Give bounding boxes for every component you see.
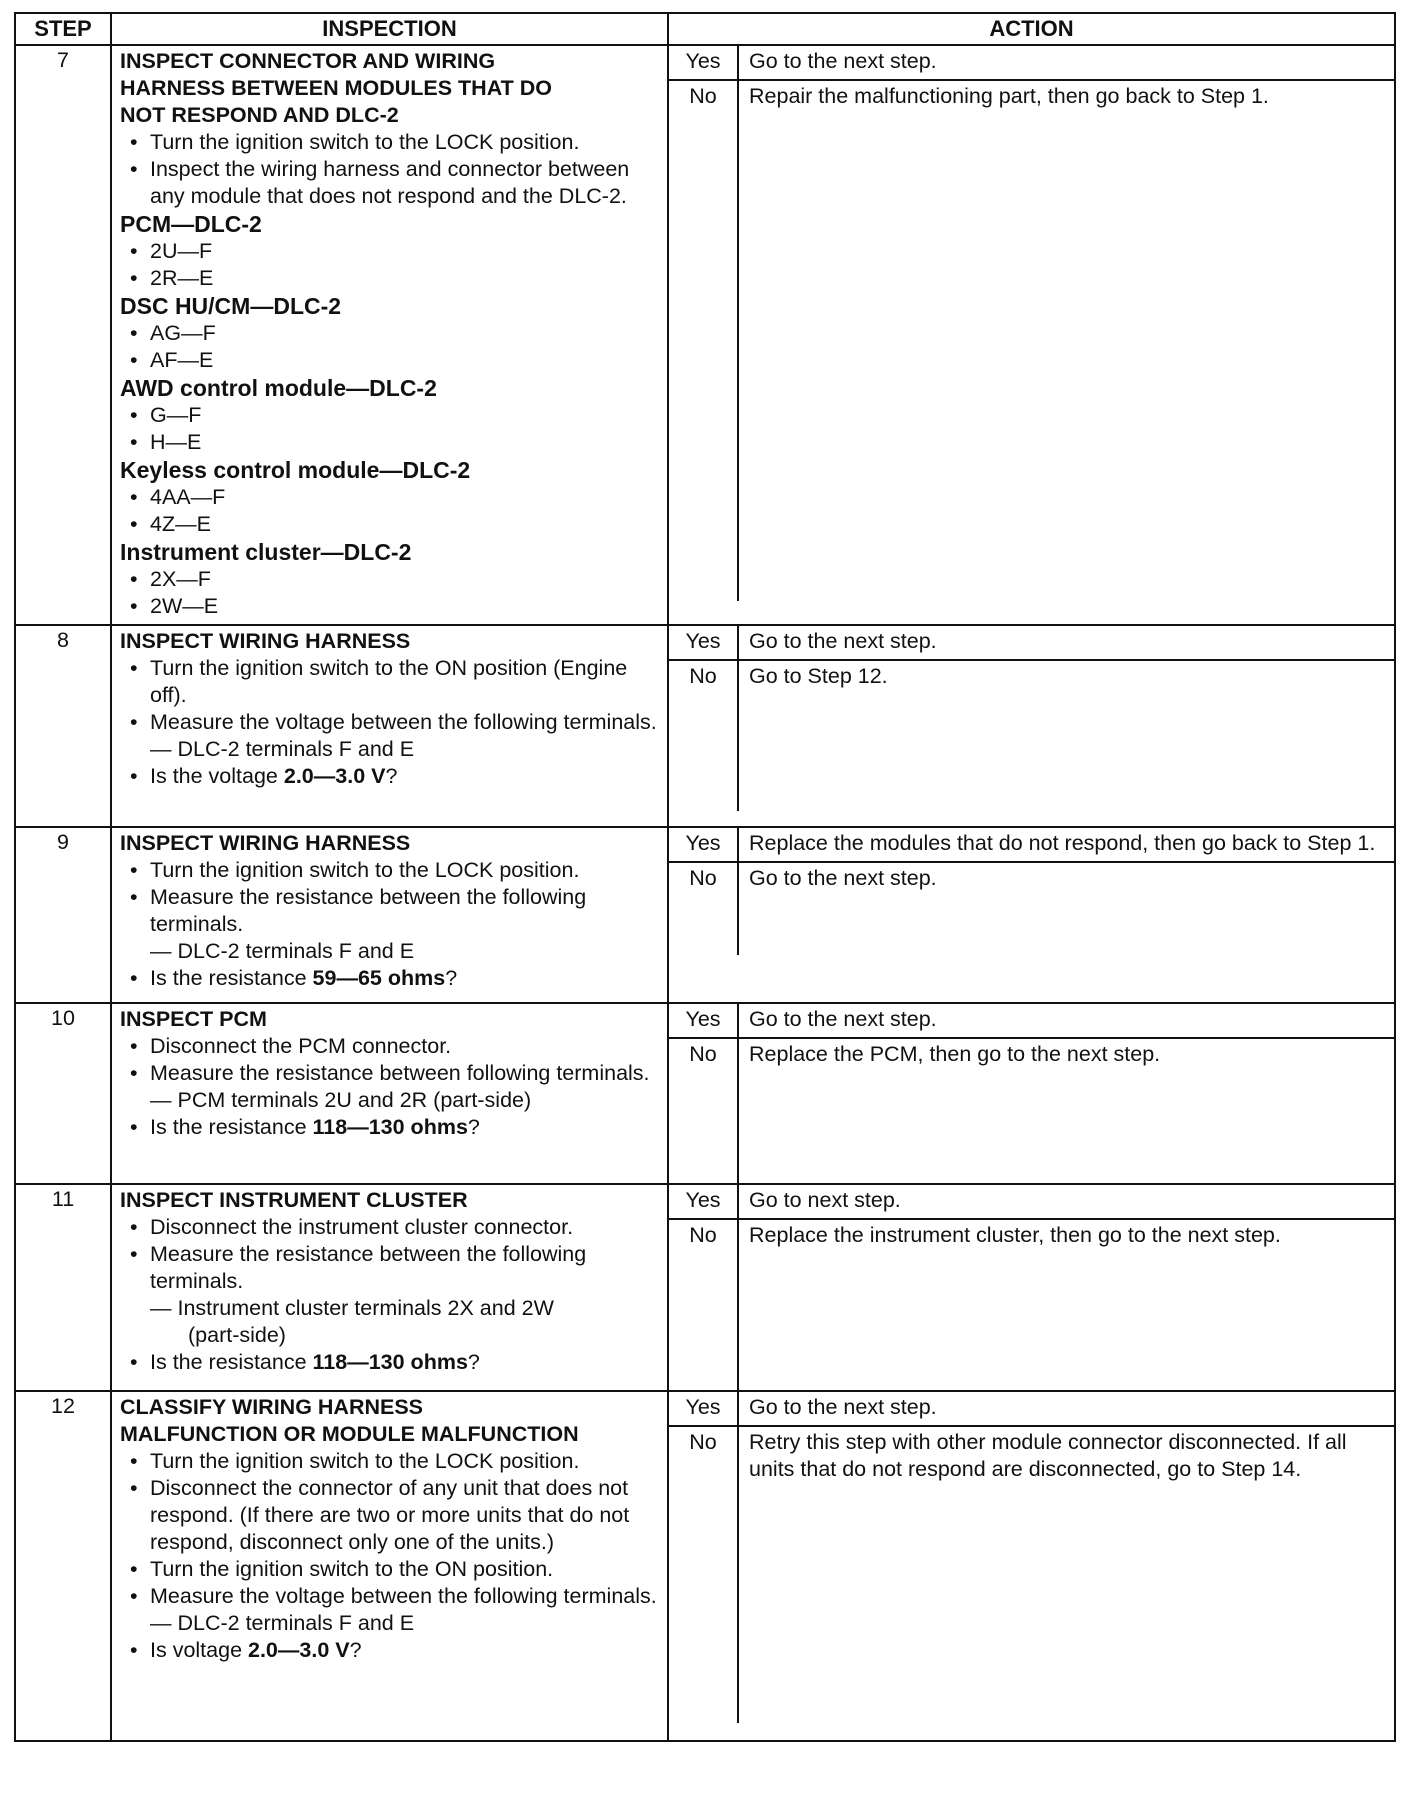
group-heading: AWD control module—DLC-2 <box>120 375 437 401</box>
list-item: • AF—E <box>120 347 661 374</box>
header-step: STEP <box>15 13 111 45</box>
list-item: • 2W—E <box>120 593 661 620</box>
yes-label: Yes <box>669 46 739 79</box>
list-item: • 2R—E <box>120 265 661 292</box>
yes-action: Go to the next step. <box>749 1395 937 1419</box>
list-item: • Measure the resistance between the following terminals. <box>120 1241 661 1295</box>
yes-action: Go to the next step. <box>749 49 937 73</box>
action-cell <box>668 827 1395 1003</box>
no-action: Replace the PCM, then go to the next step. <box>749 1042 1161 1066</box>
list-item: • 2U—F <box>120 238 661 265</box>
action-cell <box>668 45 1395 625</box>
no-label: No <box>669 863 739 955</box>
terminal-spec: — Instrument cluster terminals 2X and 2W <box>150 1296 554 1320</box>
list-item: • AG—F <box>120 320 661 347</box>
inspection-title: INSPECT CONNECTOR AND WIRING HARNESS BETWEEN MODULES THAT DO NOT RESPOND AND DLC-2 <box>120 49 552 127</box>
step-number: 11 <box>15 1184 111 1391</box>
terminal-spec: — DLC-2 terminals F and E <box>150 1611 415 1635</box>
question-item: • Is the resistance 118—130 ohms? <box>120 1114 661 1141</box>
question-item: • Is the voltage 2.0—3.0 V? <box>120 763 661 790</box>
terminal-spec: — DLC-2 terminals F and E <box>150 939 415 963</box>
list-item: • 4AA—F <box>120 484 661 511</box>
no-action: Go to the next step. <box>749 866 937 890</box>
list-item: • Turn the ignition switch to the LOCK position. <box>120 857 661 884</box>
list-item: • Disconnect the connector of any unit that does not respond. (If there are two or more units that do not respond, disconnect only one of the units.) <box>120 1475 661 1556</box>
yes-row <box>669 1004 1394 1037</box>
terminal-spec: — PCM terminals 2U and 2R (part-side) <box>150 1088 532 1112</box>
action-cell <box>668 1003 1395 1184</box>
yes-label: Yes <box>669 626 739 659</box>
no-row <box>669 1218 1394 1390</box>
no-label: No <box>669 1427 739 1723</box>
inspection-title: INSPECT PCM <box>120 1007 267 1031</box>
no-label: No <box>669 661 739 811</box>
yes-row <box>669 626 1394 659</box>
inspection-cell <box>111 625 668 827</box>
list-item: • Measure the resistance between following terminals. <box>120 1060 661 1087</box>
list-item: • Turn the ignition switch to the ON position (Engine off). <box>120 655 661 709</box>
no-row <box>669 79 1394 601</box>
yes-row <box>669 828 1394 861</box>
yes-action: Replace the modules that do not respond, then go back to Step 1. <box>749 831 1376 855</box>
question-item: • Is the resistance 59—65 ohms? <box>120 965 661 992</box>
table-row <box>15 45 1395 625</box>
no-row <box>669 1037 1394 1183</box>
list-item: • Measure the resistance between the following terminals. <box>120 884 661 938</box>
group-heading: Instrument cluster—DLC-2 <box>120 539 412 565</box>
no-row <box>669 861 1394 955</box>
action-cell <box>668 625 1395 827</box>
no-action: Replace the instrument cluster, then go to the next step. <box>749 1223 1281 1247</box>
no-label: No <box>669 1039 739 1183</box>
inspection-cell <box>111 45 668 625</box>
list-item: • G—F <box>120 402 661 429</box>
list-item: • Disconnect the instrument cluster connector. <box>120 1214 661 1241</box>
yes-action: Go to the next step. <box>749 629 937 653</box>
yes-label: Yes <box>669 828 739 861</box>
list-item: • Turn the ignition switch to the ON position. <box>120 1556 661 1583</box>
inspection-cell <box>111 1003 668 1184</box>
step-number: 8 <box>15 625 111 827</box>
yes-row <box>669 1392 1394 1425</box>
no-action: Go to Step 12. <box>749 664 888 688</box>
list-item: • Turn the ignition switch to the LOCK position. <box>120 129 661 156</box>
table-row <box>15 827 1395 1003</box>
group-heading: DSC HU/CM—DLC-2 <box>120 293 342 319</box>
table-row <box>15 625 1395 827</box>
list-item: • Disconnect the PCM connector. <box>120 1033 661 1060</box>
inspection-table <box>14 12 1396 1742</box>
no-row <box>669 1425 1394 1723</box>
inspection-bullets <box>120 129 661 210</box>
terminal-spec: — DLC-2 terminals F and E <box>150 737 415 761</box>
inspection-document <box>14 12 1394 1742</box>
list-item: • 4Z—E <box>120 511 661 538</box>
step-number: 10 <box>15 1003 111 1184</box>
list-item: • Measure the voltage between the following terminals. <box>120 1583 661 1610</box>
no-action: Repair the malfunctioning part, then go back to Step 1. <box>749 84 1269 108</box>
step-number: 12 <box>15 1391 111 1741</box>
question-item: • Is voltage 2.0—3.0 V? <box>120 1637 661 1664</box>
inspection-cell <box>111 1184 668 1391</box>
table-row <box>15 1003 1395 1184</box>
action-cell <box>668 1184 1395 1391</box>
no-action: Retry this step with other module connector disconnected. If all units that do not respond are disconnected, go to Step 14. <box>749 1430 1347 1481</box>
header-action: ACTION <box>668 13 1395 45</box>
yes-row <box>669 46 1394 79</box>
inspection-title: INSPECT INSTRUMENT CLUSTER <box>120 1188 468 1212</box>
list-item: • H—E <box>120 429 661 456</box>
group-heading: PCM—DLC-2 <box>120 211 262 237</box>
inspection-title: INSPECT WIRING HARNESS <box>120 629 411 653</box>
header-row <box>15 13 1395 45</box>
yes-action: Go to next step. <box>749 1188 901 1212</box>
step-number: 7 <box>15 45 111 625</box>
step-number: 9 <box>15 827 111 1003</box>
no-row <box>669 659 1394 811</box>
terminal-spec-note: (part-side) <box>188 1323 286 1347</box>
no-label: No <box>669 81 739 601</box>
header-inspection: INSPECTION <box>111 13 668 45</box>
question-item: • Is the resistance 118—130 ohms? <box>120 1349 661 1376</box>
inspection-title: INSPECT WIRING HARNESS <box>120 831 411 855</box>
list-item: • 2X—F <box>120 566 661 593</box>
yes-label: Yes <box>669 1185 739 1218</box>
inspection-cell <box>111 827 668 1003</box>
no-label: No <box>669 1220 739 1390</box>
list-item: • Measure the voltage between the following terminals. <box>120 709 661 736</box>
table-row <box>15 1391 1395 1741</box>
yes-label: Yes <box>669 1392 739 1425</box>
yes-row <box>669 1185 1394 1218</box>
action-cell <box>668 1391 1395 1741</box>
yes-label: Yes <box>669 1004 739 1037</box>
inspection-cell <box>111 1391 668 1741</box>
list-item: • Inspect the wiring harness and connector between any module that does not respond and the DLC-2. <box>120 156 661 210</box>
list-item: • Turn the ignition switch to the LOCK position. <box>120 1448 661 1475</box>
inspection-title: CLASSIFY WIRING HARNESS MALFUNCTION OR MODULE MALFUNCTION <box>120 1395 579 1446</box>
yes-action: Go to the next step. <box>749 1007 937 1031</box>
group-heading: Keyless control module—DLC-2 <box>120 457 471 483</box>
table-row <box>15 1184 1395 1391</box>
